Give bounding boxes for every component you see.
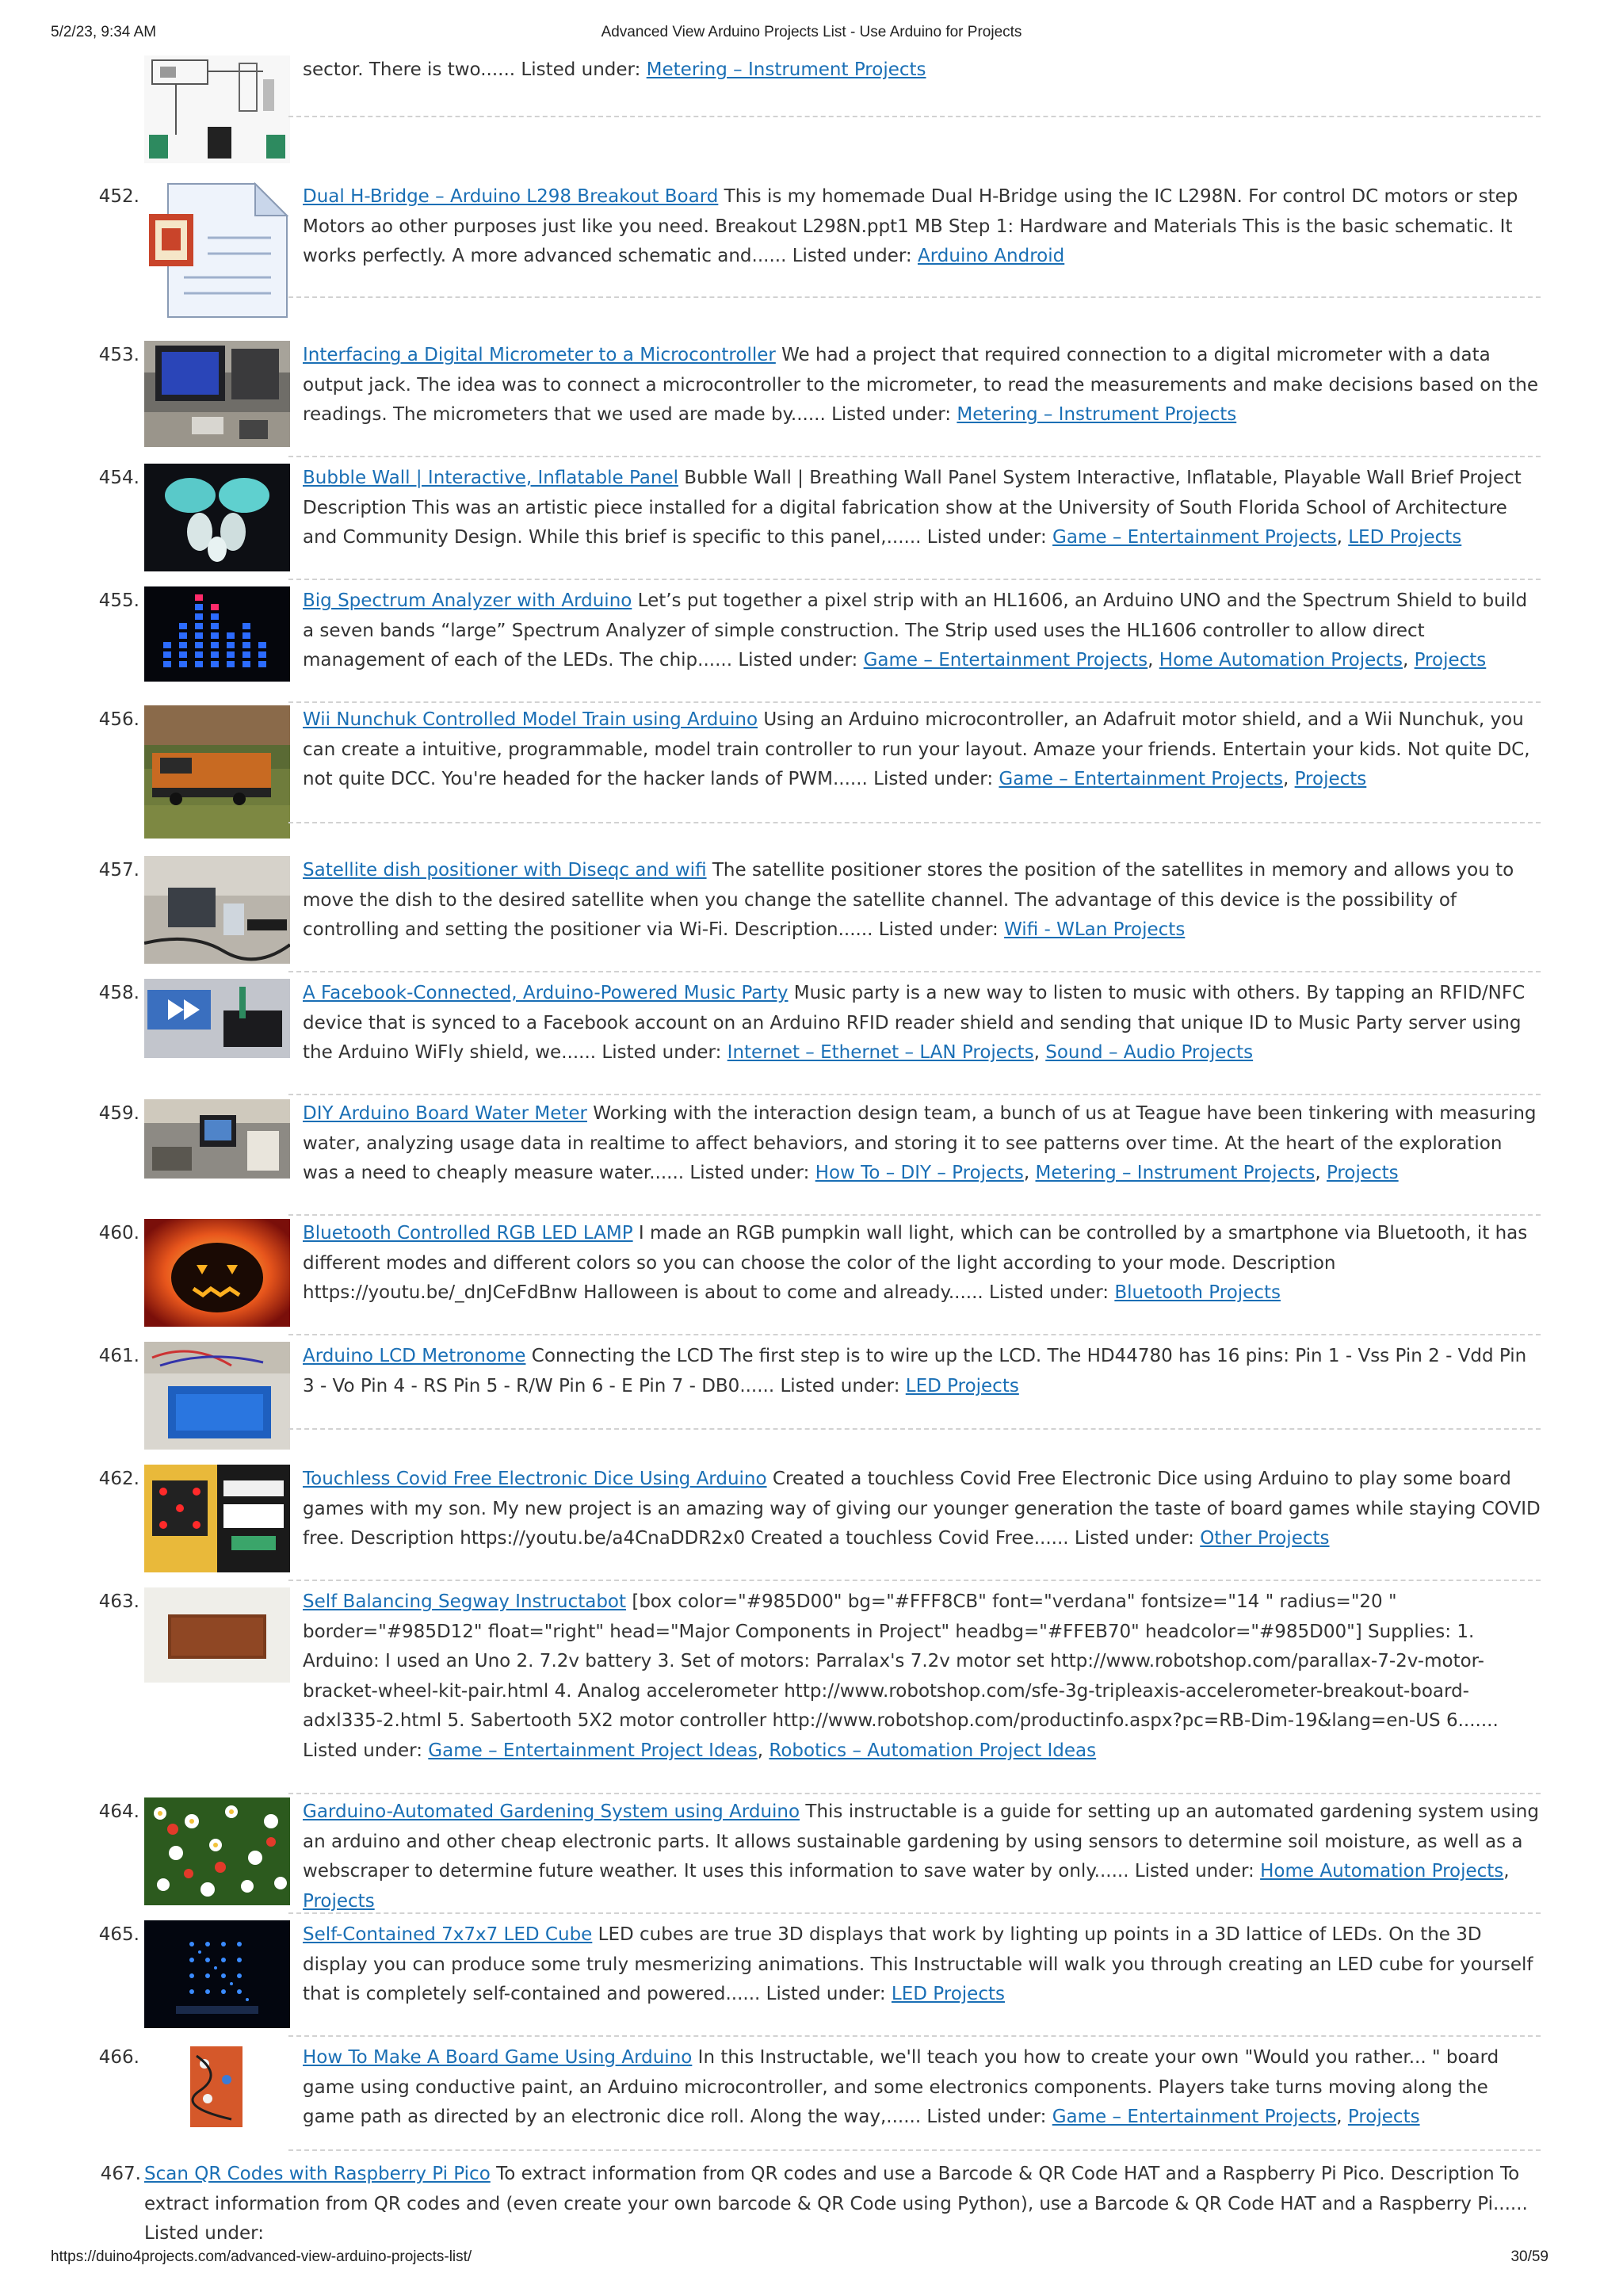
- entry-title-link[interactable]: How To Make A Board Game Using Arduino: [303, 2047, 693, 2068]
- entry-title-link[interactable]: Wii Nunchuk Controlled Model Train using Arduino: [303, 709, 758, 730]
- entry-title-link[interactable]: Satellite dish positioner with Diseqc and wifi: [303, 860, 707, 881]
- entry-description: This is my homemade Dual H-Bridge using the IC L298N. For control DC motors or step Motors ao other purposes just like you need. Breakout L298N.ppt1 MB Step 1: Hardware and Materials This is the basic schematic. It works perfectly. A more advanced schematic and...... Listed under:: [303, 186, 1518, 266]
- divider: [288, 2035, 1541, 2037]
- thumbnail-image: [144, 979, 290, 1058]
- category-link[interactable]: Sound – Audio Projects: [1045, 1042, 1254, 1063]
- entry-description: The satellite positioner stores the position of the satellites in memory and allows you to move the dish to the desired satellite when you change the satellite channel. The advantage of this device is the possibility of controlling and setting the positioner via Wi-Fi. Description...... Listed under:: [303, 860, 1514, 940]
- thumbnail-image: [144, 586, 290, 682]
- entry-title-link[interactable]: Big Spectrum Analyzer with Arduino: [303, 590, 632, 611]
- entry-description: [box color="#985D00" bg="#FFF8CB" font="verdana" fontsize="14 " radius="20 " border="#985D12" float="right" head="Major Components in Project" headbg="#FFEB70" headcolor="#985D00"] Supplies: 1. Arduino: I used an Uno 2. 7.2v battery 3. Set of motors: Parralax's 7.2v motor set http://www.robotshop.com/parallax-7-2v-motor-bracket-wheel-kit-pair.html 4. Analog accelerometer http://www.robotshop.com/sfe-3g-tripleaxis-accelerometer-breakout-board-adxl335-2.html 5. Sabertooth 5X2 motor controller http://www.robotshop.com/productinfo.aspx?pc=RB-Dim-19&lang=en-US 6....... Listed under:: [303, 1591, 1499, 1761]
- category-link[interactable]: Game – Entertainment Projects: [1052, 527, 1337, 548]
- entry-text: [303, 341, 1541, 430]
- entry-text: [144, 2160, 1541, 2249]
- entry-text: [303, 1465, 1541, 1554]
- entry-title-link[interactable]: DIY Arduino Board Water Meter: [303, 1103, 587, 1124]
- thumbnail-image: [144, 1342, 290, 1450]
- category-link[interactable]: Game – Entertainment Projects: [1052, 2107, 1337, 2127]
- thumbnail-image: [144, 464, 290, 571]
- entry-text: Big Spectrum Analyzer with Arduino Let’s put together a pixel strip with an HL1606, an Arduino UNO and the Spectrum Shield to build a seven bands “large” Spectrum Analyzer of simple construction. The Strip used uses the HL1606 controller to allow direct management of each of the LEDs. The chip...... Listed under: Game – Entertainment Projects, Home Automation Projects, Projects: [303, 590, 1528, 670]
- entry-description: This instructable is a guide for setting up an automated gardening system using an arduino and other cheap electronic parts. It allows sustainable gardening by using sensors to determine soil moisture, as well as a webscraper to determine future weather. It uses this information to save water by only...... Listed under:: [303, 1801, 1539, 1881]
- thumbnail-image: [144, 55, 290, 163]
- entry-title-link[interactable]: Bluetooth Controlled RGB LED LAMP: [303, 1223, 633, 1244]
- divider: [288, 822, 1541, 823]
- category-link[interactable]: LED Projects: [905, 1375, 1019, 1396]
- print-date: 5/2/23, 9:34 AM: [51, 24, 157, 40]
- entry-description: Bubble Wall | Breathing Wall Panel System Interactive, Inflatable, Playable Wall Brief Project Description This was an artistic piece installed for a digital fabrication show at the University of South Florida School of Architecture and Community Design. While this brief is specific to this panel,...... Listed under:: [303, 468, 1522, 548]
- divider: [288, 1214, 1541, 1216]
- entry-number: 465.: [98, 1924, 139, 1945]
- entry-description: sector. There is two...... Listed under:: [303, 59, 647, 80]
- page-number: 30/59: [1510, 2248, 1549, 2265]
- page-url: https://duino4projects.com/advanced-view-arduino-projects-list/: [51, 2248, 472, 2265]
- thumbnail-image: [144, 705, 290, 839]
- divider: [288, 2149, 1541, 2151]
- entry-number: 466.: [98, 2047, 139, 2068]
- entry-description: To extract information from QR codes and use a Barcode & QR Code HAT and a Raspberry Pi Pico. Description To extract information from QR codes and (even create your own barcode & QR Code using Python), use a Barcode & QR Code HAT and a Raspberry Pi...... Listed under:: [144, 2164, 1528, 2244]
- thumbnail-image: [144, 2043, 290, 2130]
- entry-number: 456.: [98, 709, 139, 730]
- entry-title-link[interactable]: Self Balancing Segway Instructabot: [303, 1591, 627, 1612]
- entry-description: In this Instructable, we'll teach you how to create your own "Would you rather... " board game using conductive paint, an Arduino microcontroller, and some electronics components. Players take turns moving along the game path as directed by an electronic dice roll. Along the way,...... Listed under:: [303, 2047, 1499, 2127]
- entry-text: [303, 856, 1541, 946]
- thumbnail-image: [144, 1099, 290, 1179]
- divider: [288, 1793, 1541, 1794]
- divider: [288, 579, 1541, 580]
- entry-description: Using an Arduino microcontroller, an Adafruit motor shield, and a Wii Nunchuk, you can create a intuitive, programmable, model train controller to run your layout. Amaze your friends. Entertain your kids. Not quite DC, not quite DCC. You're headed for the hacker lands of PWM...... Listed under:: [303, 709, 1530, 789]
- category-link[interactable]: Home Automation Projects: [1260, 1861, 1504, 1881]
- entry-text: Wii Nunchuk Controlled Model Train using Arduino Using an Arduino microcontroller, an Adafruit motor shield, and a Wii Nunchuk, you can create a intuitive, programmable, model train controller to run your layout. Amaze your friends. Entertain your kids. Not quite DC, not quite DCC. You're headed for the hacker lands of PWM...... Listed under: Game – Entertainment Projects, Projects: [303, 709, 1530, 789]
- entry-text: Bubble Wall | Interactive, Inflatable Panel Bubble Wall | Breathing Wall Panel System Interactive, Inflatable, Playable Wall Brief Project Description This was an artistic piece installed for a digital fabrication show at the University of South Florida School of Architecture and Community Design. While this brief is specific to this panel,...... Listed under: Game – Entertainment Projects, LED Projects: [303, 468, 1522, 548]
- entry-text: [303, 1920, 1541, 2010]
- category-link[interactable]: Internet – Ethernet – LAN Projects: [727, 1042, 1034, 1063]
- entry-title-link[interactable]: Scan QR Codes with Raspberry Pi Pico: [144, 2164, 491, 2184]
- entry-title-link[interactable]: Arduino LCD Metronome: [303, 1346, 526, 1366]
- category-link[interactable]: LED Projects: [1348, 527, 1462, 548]
- divider: [288, 116, 1541, 117]
- category-link[interactable]: Projects: [1294, 769, 1367, 789]
- entry-description: Music party is a new way to listen to music with others. By tapping an RFID/NFC device that is synced to a Facebook account on an Arduino RFID reader shield and sending that unique ID to Music Party server using the Arduino WiFly shield, we...... Listed under:: [303, 983, 1526, 1063]
- entry-number: 459.: [98, 1103, 139, 1124]
- category-link[interactable]: Other Projects: [1200, 1528, 1330, 1549]
- entry-number: 462.: [98, 1469, 139, 1489]
- thumbnail-image: [144, 1587, 290, 1683]
- category-link[interactable]: Arduino Android: [917, 246, 1065, 266]
- entry-number: 460.: [98, 1223, 139, 1244]
- thumbnail-image: [144, 182, 290, 319]
- print-footer: [51, 2242, 1572, 2266]
- list-item: [87, 55, 1541, 166]
- divider: [288, 456, 1541, 457]
- entry-title-link[interactable]: Interfacing a Digital Micrometer to a Microcontroller: [303, 345, 776, 365]
- category-link[interactable]: LED Projects: [891, 1984, 1005, 2004]
- entry-description: We had a project that required connection to a digital micrometer with a data output jack. The idea was to connect a microcontroller to the micrometer, to read the measurements and make decisions based on the readings. The micrometers that we used are made by...... Listed under:: [303, 345, 1539, 425]
- thumbnail-image: [144, 341, 290, 447]
- entry-number: 457.: [98, 860, 139, 881]
- category-link[interactable]: Bluetooth Projects: [1114, 1282, 1281, 1303]
- category-link[interactable]: Projects: [1347, 2107, 1420, 2127]
- entry-description: Let’s put together a pixel strip with an HL1606, an Arduino UNO and the Spectrum Shield to build a seven bands “large” Spectrum Analyzer of simple construction. The Strip used uses the HL1606 controller to allow direct management of each of the LEDs. The chip...... Listed under:: [303, 590, 1528, 670]
- divider: [288, 1094, 1541, 1095]
- entry-number: 455.: [98, 590, 139, 611]
- category-link[interactable]: Robotics – Automation Project Ideas: [769, 1740, 1097, 1761]
- divider: [288, 1334, 1541, 1335]
- category-link[interactable]: Game – Entertainment Project Ideas: [428, 1740, 758, 1761]
- entry-number: 461.: [98, 1346, 139, 1366]
- entry-text: Garduino-Automated Gardening System using Arduino This instructable is a guide for setting up an automated gardening system using an arduino and other cheap electronic parts. It allows sustainable gardening by using sensors to determine soil moisture, as well as a webscraper to determine future weather. It uses this information to save water by only...... Listed under: Home Automation Projects, Projects: [303, 1801, 1539, 1912]
- entry-title-link[interactable]: Dual H-Bridge – Arduino L298 Breakout Board: [303, 186, 719, 207]
- entry-description: I made an RGB pumpkin wall light, which can be controlled by a smartphone via Bluetooth, it has different modes and different colors so you can choose the color of the light according to your mode. Description https://youtu.be/_dnJCeFdBnw Halloween is about to come and already...... Listed under:: [303, 1223, 1528, 1303]
- entry-text: How To Make A Board Game Using Arduino In this Instructable, we'll teach you how to create your own "Would you rather... " board game using conductive paint, an Arduino microcontroller, and some electronics components. Players take turns moving along the game path as directed by an electronic dice roll. Along the way,...... Listed under: Game – Entertainment Projects, Projects: [303, 2047, 1499, 2127]
- entry-text: [303, 1342, 1541, 1401]
- entry-title-link[interactable]: Garduino-Automated Gardening System using Arduino: [303, 1801, 800, 1822]
- entry-description: Created a touchless Covid Free Electronic Dice using Arduino to play some board games with my son. My new project is an amazing way of giving our younger generation the taste of board games while staying COVID free. Description https://youtu.be/a4CnaDDR2x0 Created a touchless Covid Free...... Listed under:: [303, 1469, 1541, 1549]
- category-link[interactable]: Metering – Instrument Projects: [1035, 1163, 1316, 1183]
- divider: [288, 296, 1541, 298]
- entry-description: Working with the interaction design team, a bunch of us at Teague have been tinkering with measuring water, analyzing usage data in realtime to affect behaviors, and storing it to see patterns over time. At the heart of the exploration was a need to cheaply measure water...... Listed under:: [303, 1103, 1537, 1183]
- category-link[interactable]: Projects: [303, 1890, 375, 1912]
- entry-description: Connecting the LCD The first step is to wire up the LCD. The HD44780 has 16 pins: Pin 1 - Vss Pin 2 - Vdd Pin 3 - Vo Pin 4 - RS Pin 5 - R/W Pin 6 - E Pin 7 - DB0...... Listed under:: [303, 1346, 1527, 1396]
- entry-number: 463.: [98, 1591, 139, 1612]
- thumbnail-image: [144, 1465, 290, 1572]
- entry-number: 454.: [98, 468, 139, 488]
- entry-title-link[interactable]: A Facebook-Connected, Arduino-Powered Music Party: [303, 983, 789, 1003]
- category-link[interactable]: Projects: [1414, 650, 1487, 670]
- entry-title-link[interactable]: Bubble Wall | Interactive, Inflatable Panel: [303, 468, 678, 488]
- divider: [288, 1580, 1541, 1581]
- entry-description: LED cubes are true 3D displays that work by lighting up points in a 3D lattice of LEDs. On the 3D display you can produce some truly mesmerizing animations. This Instructable will walk you through creating an LED cube for yourself that is completely self-contained and powered...... Listed under:: [303, 1924, 1533, 2004]
- thumbnail-image: [144, 1797, 290, 1905]
- category-link[interactable]: Wifi - WLan Projects: [1004, 919, 1186, 940]
- category-link[interactable]: Game – Entertainment Projects: [999, 769, 1283, 789]
- thumbnail-image: [144, 1920, 290, 2028]
- category-link[interactable]: Home Automation Projects: [1159, 650, 1403, 670]
- category-link[interactable]: Metering – Instrument Projects: [957, 404, 1237, 425]
- entry-text: A Facebook-Connected, Arduino-Powered Music Party Music party is a new way to listen to music with others. By tapping an RFID/NFC device that is synced to a Facebook account on an Arduino RFID reader shield and sending that unique ID to Music Party server using the Arduino WiFly shield, we...... Listed under: Internet – Ethernet – LAN Projects, Sound – Audio Projects: [303, 983, 1526, 1063]
- entry-text: [303, 182, 1541, 272]
- divider: [288, 971, 1541, 972]
- print-page-title: Advanced View Arduino Projects List - Use Arduino for Projects: [601, 24, 1022, 40]
- entry-text: DIY Arduino Board Water Meter Working with the interaction design team, a bunch of us at Teague have been tinkering with measuring water, analyzing usage data in realtime to affect behaviors, and storing it to see patterns over time. At the heart of the exploration was a need to cheaply measure water...... Listed under: How To – DIY – Projects, Metering – Instrument Projects, Projects: [303, 1103, 1537, 1183]
- category-link[interactable]: Game – Entertainment Projects: [863, 650, 1148, 670]
- thumbnail-image: [144, 1219, 290, 1327]
- entry-number: 458.: [98, 983, 139, 1003]
- entry-title-link[interactable]: Touchless Covid Free Electronic Dice Using Arduino: [303, 1469, 767, 1489]
- entry-number: 464.: [98, 1801, 139, 1822]
- divider: [288, 701, 1541, 703]
- category-link[interactable]: Metering – Instrument Projects: [646, 59, 926, 80]
- entry-number: 467.: [100, 2164, 141, 2184]
- divider: [288, 1428, 1541, 1430]
- entry-number: 452.: [98, 186, 139, 207]
- entry-number: 453.: [98, 345, 139, 365]
- category-link[interactable]: How To – DIY – Projects: [815, 1163, 1024, 1183]
- thumbnail-image: [144, 856, 290, 964]
- entry-text: [303, 55, 1541, 86]
- entry-text: Self Balancing Segway Instructabot [box color="#985D00" bg="#FFF8CB" font="verdana" fontsize="14 " radius="20 " border="#985D12" float="right" head="Major Components in Project" headbg="#FFEB70" headcolor="#985D00"] Supplies: 1. Arduino: I used an Uno 2. 7.2v battery 3. Set of motors: Parralax's 7.2v motor set http://www.robotshop.com/parallax-7-2v-motor-bracket-wheel-kit-pair.html 4. Analog accelerometer http://www.robotshop.com/sfe-3g-tripleaxis-accelerometer-breakout-board-adxl335-2.html 5. Sabertooth 5X2 motor controller http://www.robotshop.com/productinfo.aspx?pc=RB-Dim-19&lang=en-US 6....... Listed under: Game – Entertainment Project Ideas, Robotics – Automation Project Ideas: [303, 1591, 1499, 1761]
- entry-title-link[interactable]: Self-Contained 7x7x7 LED Cube: [303, 1924, 593, 1945]
- divider: [288, 1912, 1541, 1914]
- entry-text: [303, 1219, 1541, 1308]
- category-link[interactable]: Projects: [1326, 1163, 1399, 1183]
